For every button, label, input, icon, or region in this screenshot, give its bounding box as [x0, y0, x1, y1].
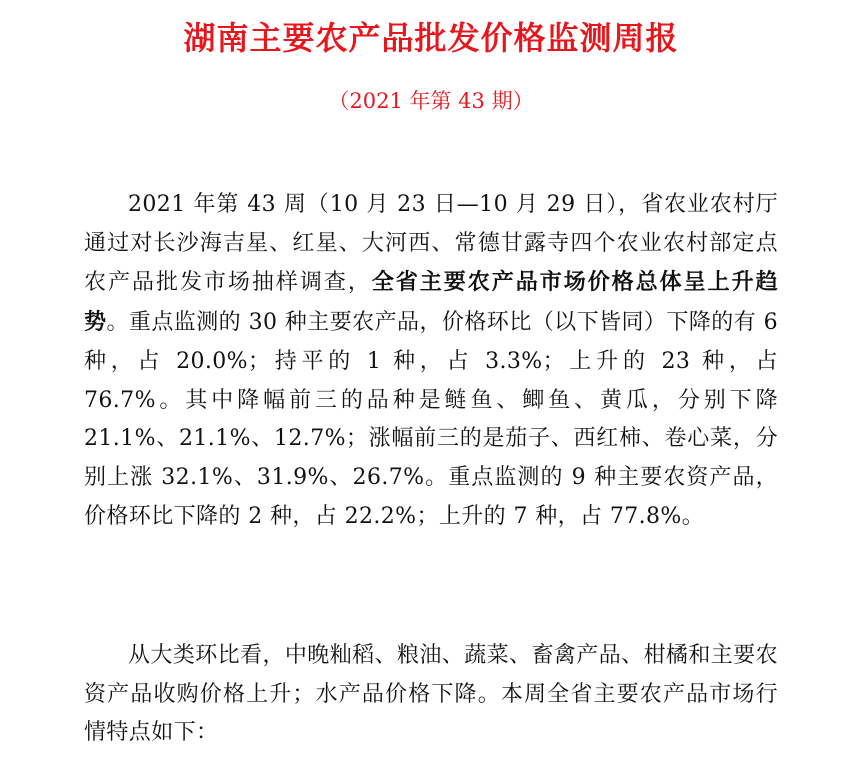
summary-highlight: 全省主要农产品市场价格总体呈上升趋势: [84, 269, 778, 336]
issue-number: （2021 年第 43 期）: [328, 89, 534, 113]
category-paragraph: 从大类环比看，中晚籼稻、粮油、蔬菜、畜禽产品、柑橘和主要农资产品收购价格上升；水产品价格下降。本周全省主要农产品市场行情特点如下：: [84, 643, 778, 746]
summary-paragraph: [84, 186, 778, 536]
summary-intro: 2021 年第 43 周（10 月 23 日—10 月 29 日），省农业农村厅通过对长沙海吉星、红星、大河西、常德甘露寺四个农业农村部定点农产品批发市场抽样调查，: [84, 192, 778, 296]
report-title: 湖南主要农产品批发价格监测周报: [183, 19, 679, 57]
summary-details: 。重点监测的 30 种主要农产品，价格环比（以下皆同）下降的有 6 种，占 20.0%；持平的 1 种，占 3.3%；上升的 23 种，占 76.7%。其中降幅前三的品种是鲢鱼、鲫鱼、黄瓜，分别下降 21.1%、21.1%、12.7%；涨幅前三的是茄子、西红柿、卷心菜，分别上涨 32.1%、31.9%、26.7%。重点监测的 9 种主要农资产品，价格环比下降的 2 种，占 22.2%；上升的 7 种，占 77.8%。: [84, 310, 779, 529]
